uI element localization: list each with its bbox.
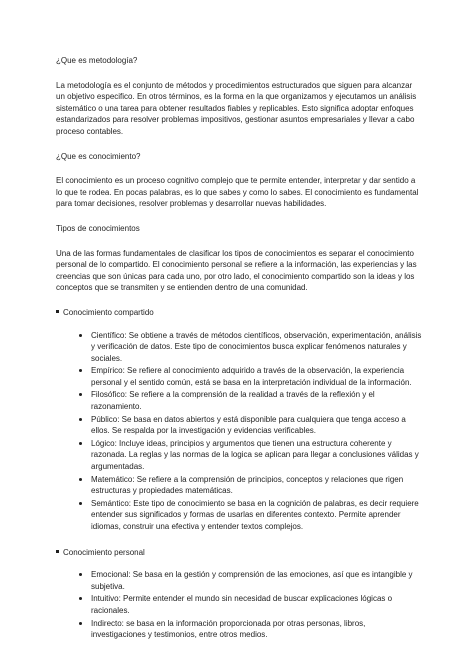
list-item-text: Científico: Se obtiene a través de métodos científicos, observación, experimentación, análisis y verificación de datos. Este tipo de conocimientos busca explicar fenómenos naturales y sociales. xyxy=(91,330,422,363)
list-item xyxy=(83,498,422,533)
list-item xyxy=(83,618,422,641)
list-item xyxy=(83,330,422,365)
paragraph-knowledge: El conocimiento es un proceso cognitivo complejo que te permite entender, interpretar y dar sentido a lo que te rodea. En pocas palabras, es lo que sabes y como lo sabes. El conocimiento es fundamental para tomar decisiones, resolver problemas y desarrollar nuevas habilidades. xyxy=(56,176,419,209)
bullet-icon xyxy=(79,393,82,396)
bullet-icon xyxy=(79,478,82,481)
list-item-text: Matemático: Se refiere a la comprensión de principios, conceptos y relaciones que rigen estructuras y propiedades matemáticas. xyxy=(91,474,404,496)
list-item xyxy=(83,474,422,497)
section-shared-knowledge-title xyxy=(56,307,422,319)
document-body xyxy=(56,55,422,655)
square-bullet-icon xyxy=(56,310,59,313)
paragraph-knowledge-types: Una de las formas fundamentales de clasificar los tipos de conocimientos es separar el conocimiento personal de lo compartido. El conocimiento personal se refiere a la información, las experiencias y las creencias que son únicas para cada uno, por otro lado, el conocimiento compartido son la ideas y los conceptos que se transmiten y se entienden dentro de una comunidad. xyxy=(56,248,417,293)
list-item xyxy=(83,593,422,616)
bullet-icon xyxy=(79,597,82,600)
question-knowledge: ¿Que es conocimiento? xyxy=(56,151,141,161)
section-personal-knowledge-title xyxy=(56,547,422,559)
list-item-text: Empírico: Se refiere al conocimiento adquirido a través de la observación, la experiencia personal y el sentido común, está se basa en la interpretación individual de la información. xyxy=(91,366,412,387)
list-item-text: Intuitivo: Permite entender el mundo sin necesidad de buscar explicaciones lógicas o racionales. xyxy=(91,594,393,615)
list-item-text: Semántico: Este tipo de conocimiento se basa en la cognición de palabras, es decir requiere entender sus significados y formas de usarlas en diferentes contexto. Permite aprender idiomas, construir una efectiva y entender textos complejos. xyxy=(91,498,419,531)
shared-knowledge-list xyxy=(56,330,422,533)
list-item-text: Lógico: Incluye ideas, principios y argumentos que tienen una estructura coherente y razonada. La reglas y las normas de la logica se aplican para llegar a conclusiones válidas y argumentadas. xyxy=(91,438,419,472)
paragraph-methodology: La metodología es el conjunto de métodos y procedimientos estructurados que siguen para alcanzar un objetivo especifico. En otros términos, es la forma en la que organizamos y ejecutamos un análisis sistemático o una tarea para obtener resultados fiables y replicables. Esto significa adoptar enfoques estandarizados para resolver problemas impositivos, gestionar asuntos empresariales y llevar a cabo proceso contables. xyxy=(56,80,417,136)
list-item xyxy=(83,389,422,412)
square-bullet-icon xyxy=(56,550,59,553)
question-methodology: ¿Que es metodología? xyxy=(56,56,138,65)
list-item xyxy=(83,414,422,437)
list-item xyxy=(83,365,422,388)
heading-knowledge-types: Tipos de conocimientos xyxy=(56,223,140,233)
bullet-icon xyxy=(79,622,82,625)
personal-knowledge-list xyxy=(56,569,422,641)
list-item-text: Filosófico: Se refiere a la comprensión de la realidad a través de la reflexión y el razonamiento. xyxy=(91,390,375,412)
bullet-icon xyxy=(79,442,82,445)
list-item-text: Emocional: Se basa en la gestión y comprensión de las emociones, así que es intangible y subjetiva. xyxy=(91,570,413,591)
list-item-text: Público: Se basa en datos abiertos y está disponible para cualquiera que tenga acceso a ellos. Se respalda por la investigación y evidencias verificables. xyxy=(91,414,406,436)
bullet-icon xyxy=(79,418,82,421)
list-item-text: Indirecto: se basa en la información proporcionada por otras personas, libros, investigaciones y testimonios, entre otros medios. xyxy=(91,618,366,640)
bullet-icon xyxy=(79,334,82,337)
bullet-icon xyxy=(79,369,82,372)
list-item xyxy=(83,569,422,592)
list-item xyxy=(83,438,422,473)
section-personal-knowledge-label: Conocimiento personal xyxy=(63,547,145,557)
bullet-icon xyxy=(79,573,82,576)
bullet-icon xyxy=(79,502,82,505)
section-shared-knowledge-label: Conocimiento compartido xyxy=(63,307,154,317)
